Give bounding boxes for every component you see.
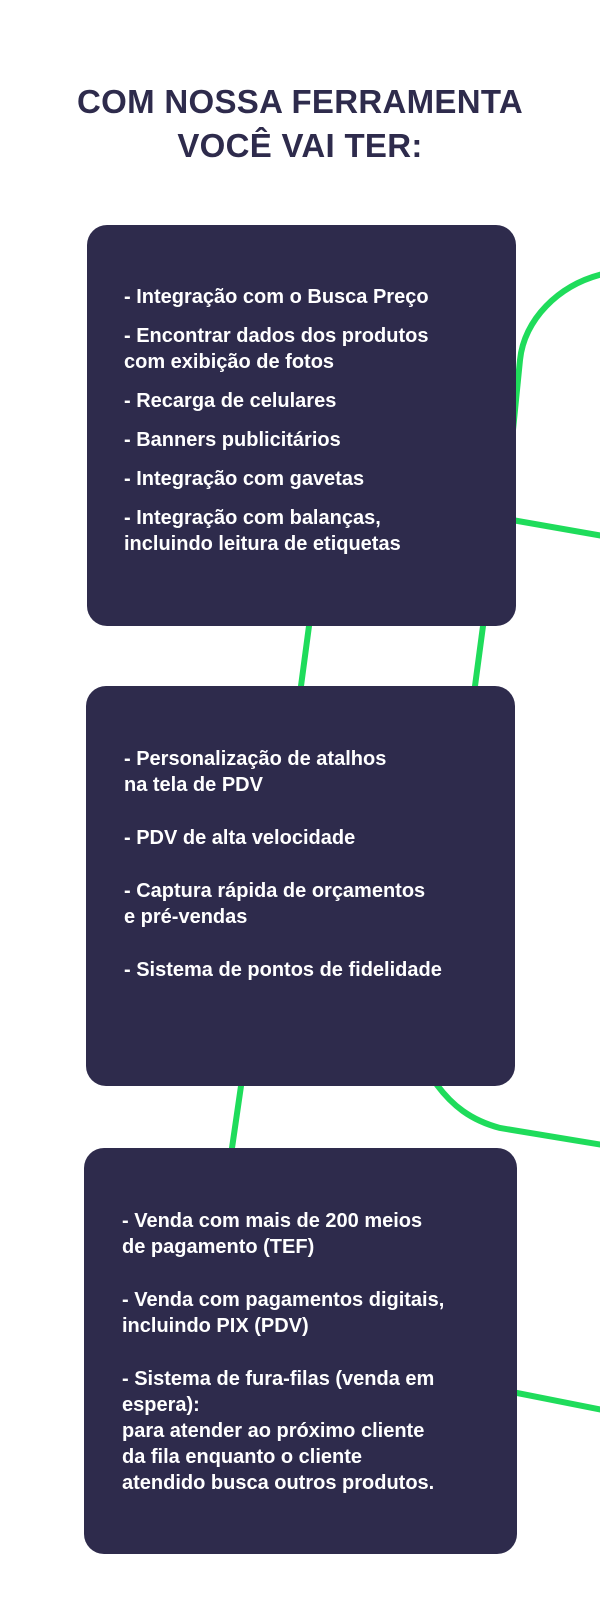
feature-text: - Integração com balanças,: [124, 507, 381, 529]
feature-item: [124, 505, 486, 557]
feature-item: [124, 746, 485, 798]
page-title-line-1: COM NOSSA FERRAMENTA: [77, 83, 523, 121]
feature-item: [124, 323, 486, 375]
feature-item: [122, 1208, 492, 1260]
feature-card-2: [86, 686, 515, 1086]
feature-text: - Encontrar dados dos produtos: [124, 325, 429, 347]
connector-line-card3-right: [512, 1392, 600, 1410]
connector-line-card2-card3: [232, 1086, 241, 1148]
feature-text: - Personalização de atalhos: [124, 748, 387, 770]
connector-line-card1-right: [512, 520, 600, 536]
feature-text: para atender ao próximo cliente: [122, 1420, 425, 1442]
feature-text: - Sistema de fura-filas (venda em: [122, 1368, 435, 1390]
feature-item: [124, 466, 486, 492]
feature-text: - Captura rápida de orçamentos: [124, 880, 426, 902]
feature-text: da fila enquanto o cliente: [122, 1446, 363, 1468]
feature-text: - Sistema de pontos de fidelidade: [124, 959, 442, 981]
connector-line-card1-card2-left: [301, 626, 309, 686]
feature-text: - PDV de alta velocidade: [124, 827, 356, 849]
feature-text: com exibição de fotos: [124, 351, 335, 373]
feature-text: espera):: [122, 1394, 200, 1416]
feature-card-1: [87, 225, 516, 626]
feature-text: na tela de PDV: [124, 774, 263, 796]
feature-text: incluindo leitura de etiquetas: [124, 533, 401, 555]
feature-item: [124, 825, 485, 851]
feature-item: [124, 957, 485, 983]
feature-text: - Venda com mais de 200 meios: [122, 1210, 423, 1232]
feature-item: [124, 878, 485, 930]
connector-line-card1-card2-right: [475, 626, 483, 686]
feature-item: [122, 1366, 492, 1496]
connector-arc-top-right: [510, 274, 600, 460]
feature-item: [124, 284, 486, 310]
feature-card-3: [84, 1148, 517, 1554]
feature-text: atendido busca outros produtos.: [122, 1472, 435, 1494]
feature-text: incluindo PIX (PDV): [122, 1315, 309, 1337]
feature-text: de pagamento (TEF): [122, 1236, 315, 1258]
feature-item: [122, 1287, 492, 1339]
feature-text: - Integração com gavetas: [124, 468, 365, 490]
page-title-line-2: VOCÊ VAI TER:: [177, 127, 423, 165]
connector-curve-bottom-right: [437, 1085, 600, 1145]
feature-text: e pré-vendas: [124, 906, 248, 928]
feature-item: [124, 388, 486, 414]
feature-text: - Integração com o Busca Preço: [124, 286, 429, 308]
feature-text: - Venda com pagamentos digitais,: [122, 1289, 445, 1311]
feature-text: - Banners publicitários: [124, 429, 341, 451]
feature-text: - Recarga de celulares: [124, 390, 337, 412]
feature-item: [124, 427, 486, 453]
